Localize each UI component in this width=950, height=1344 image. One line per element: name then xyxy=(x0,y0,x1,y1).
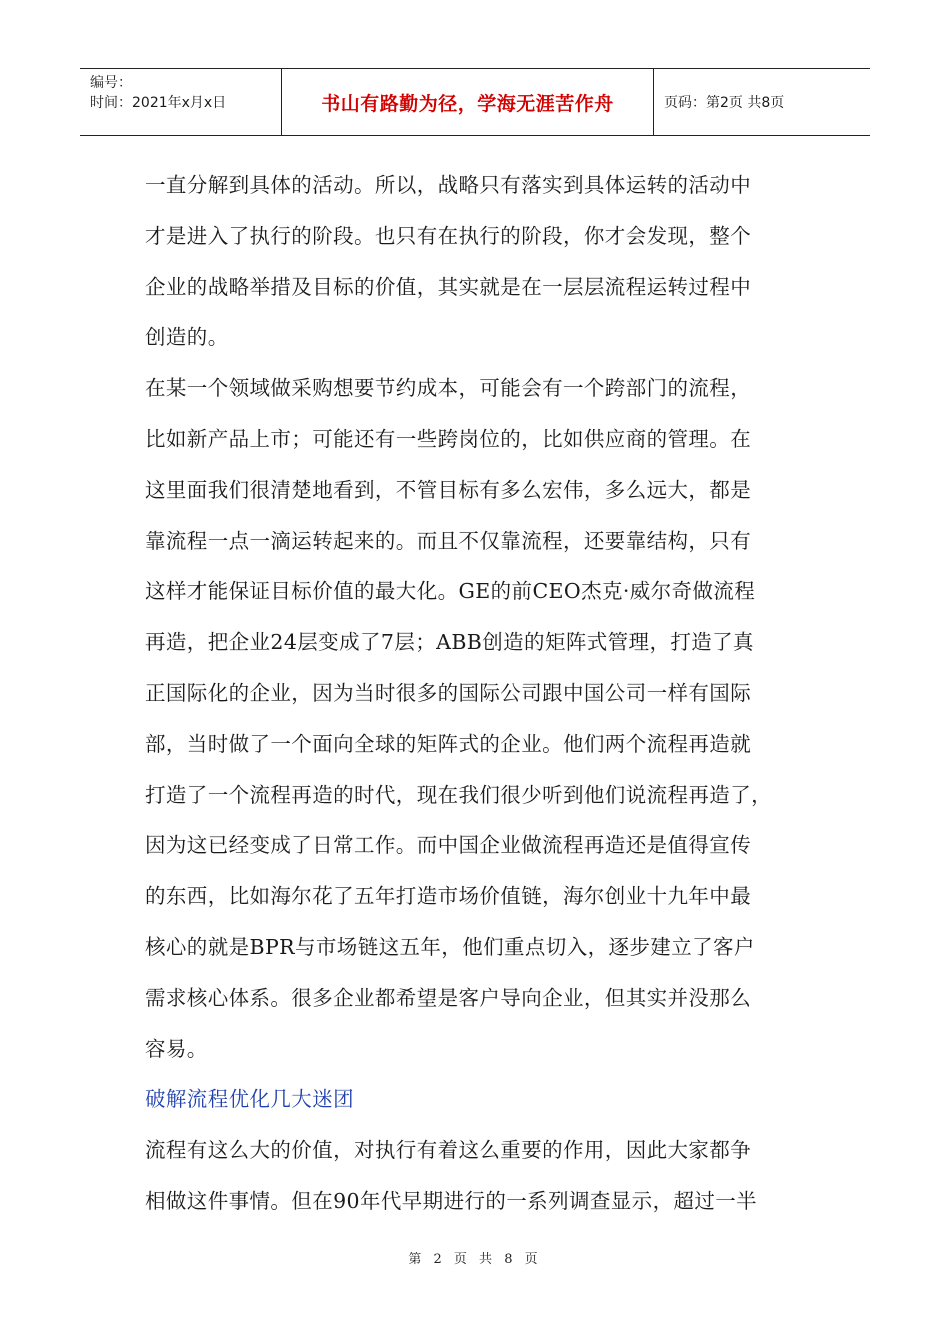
document-body xyxy=(145,160,835,1227)
body-text-line: 再造，把企业24层变成了7层；ABB创造的矩阵式管理，打造了真 xyxy=(145,630,754,655)
body-text-line: 靠流程一点一滴运转起来的。而且不仅靠流程，还要靠结构，只有 xyxy=(145,528,752,553)
section-heading: 破解流程优化几大迷团 xyxy=(145,1087,354,1112)
header-page-info: 页码：第2页 共8页 xyxy=(664,95,785,111)
body-text-line: 部，当时做了一个面向全球的矩阵式的企业。他们两个流程再造就 xyxy=(145,731,752,756)
header-motto: 书山有路勤为径，学海无涯苦作舟 xyxy=(282,69,654,135)
body-text-line: 核心的就是BPR与市场链这五年，他们重点切入，逐步建立了客户 xyxy=(145,934,755,959)
body-text-line: 流程有这么大的价值，对执行有着这么重要的作用，因此大家都争 xyxy=(145,1138,752,1163)
body-text-line: 这样才能保证目标价值的最大化。GE的前CEO杰克·威尔奇做流程 xyxy=(145,579,756,604)
body-text-line: 的东西，比如海尔花了五年打造市场价值链，海尔创业十九年中最 xyxy=(145,884,752,909)
body-text-line: 企业的战略举措及目标的价值，其实就是在一层层流程运转过程中 xyxy=(145,274,752,299)
body-text-line: 这里面我们很清楚地看到，不管目标有多么宏伟，多么远大，都是 xyxy=(145,477,752,502)
body-text-line: 创造的。 xyxy=(145,325,229,350)
body-text-line: 相做这件事情。但在90年代早期进行的一系列调查显示，超过一半 xyxy=(145,1188,758,1213)
body-text-line: 比如新产品上市；可能还有一些跨岗位的，比如供应商的管理。在 xyxy=(145,426,752,451)
document-number: 编号： xyxy=(90,75,132,91)
body-text-line: 因为这已经变成了日常工作。而中国企业做流程再造还是值得宣传 xyxy=(145,833,752,858)
body-text-line: 正国际化的企业，因为当时很多的国际公司跟中国公司一样有国际 xyxy=(145,680,752,705)
header-meta xyxy=(80,69,282,135)
body-text-line: 才是进入了执行的阶段。也只有在执行的阶段，你才会发现，整个 xyxy=(145,223,752,248)
page-footer: 第 2 页 共 8 页 xyxy=(408,1252,542,1267)
body-text-line: 一直分解到具体的活动。所以，战略只有落实到具体运转的活动中 xyxy=(145,173,752,197)
body-text-line: 需求核心体系。很多企业都希望是客户导向企业，但其实并没那么 xyxy=(145,985,752,1010)
document-date: 时间：2021年x月x日 xyxy=(90,95,227,111)
page-header xyxy=(80,68,870,136)
body-text-line: 打造了一个流程再造的时代，现在我们很少听到他们说流程再造了， xyxy=(145,782,772,807)
body-text-line: 容易。 xyxy=(145,1036,208,1061)
body-text-line: 在某一个领域做采购想要节约成本，可能会有一个跨部门的流程， xyxy=(145,376,752,401)
